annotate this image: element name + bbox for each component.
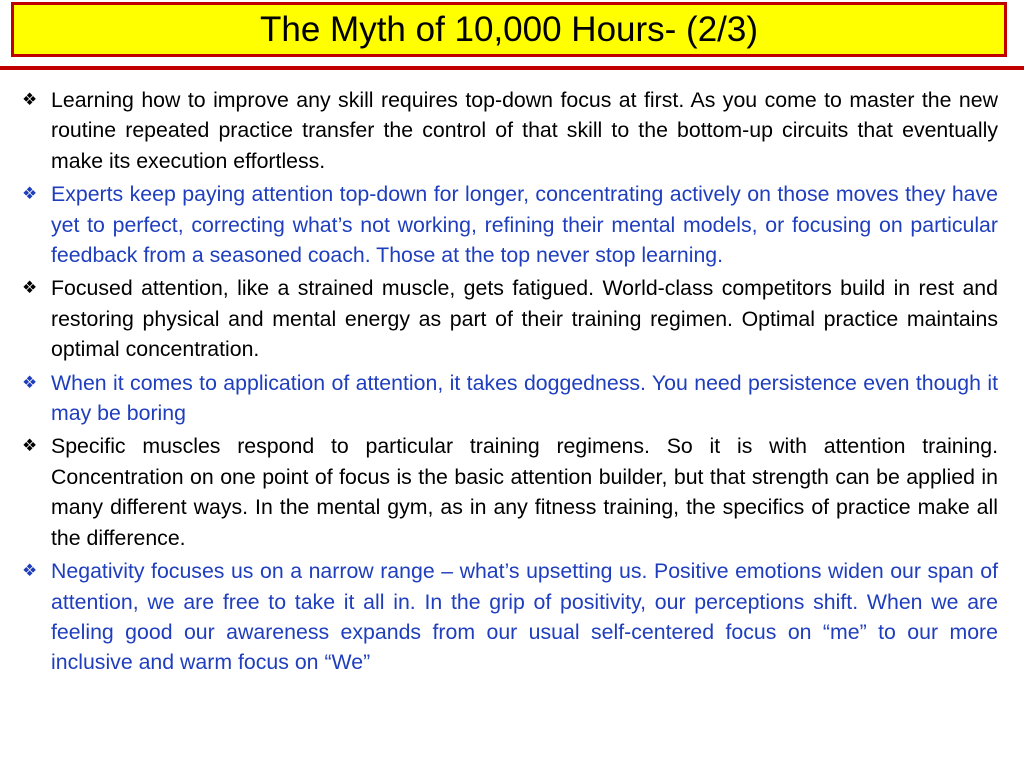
diamond-cluster-icon: ❖ — [22, 372, 38, 392]
bullet-text: Experts keep paying attention top-down for longer, concentrating actively on those moves they have yet to perfect, correcting what’s not working, refining their mental models, or focusing on particular feedback from a seasoned coach. Those at the top never stop learning. — [51, 182, 998, 268]
bullet-text: Focused attention, like a strained muscle, gets fatigued. World-class competitors build in rest and restoring physical and mental energy as part of their training regimen. Optimal practice maintains optimal concentration. — [51, 276, 998, 362]
diamond-cluster-icon: ❖ — [22, 184, 38, 204]
bullet-item-2 — [22, 179, 998, 270]
bullet-list — [22, 85, 998, 681]
title-banner — [11, 2, 1007, 57]
bullet-item-6 — [22, 556, 998, 678]
bullet-item-1 — [22, 85, 998, 176]
bullet-text: Learning how to improve any skill requires top-down focus at first. As you come to master the new routine repeated practice transfer the control of that skill to the bottom-up circuits that eventually make its execution effortless. — [51, 88, 998, 173]
slide-title: The Myth of 10,000 Hours- (2/3) — [260, 10, 758, 49]
bullet-item-3 — [22, 273, 998, 364]
bullet-text: Specific muscles respond to particular training regimens. So it is with attention training. Concentration on one point of focus is the basic attention builder, but that strength can be applied in many different ways. In the mental gym, as in any fitness training, the specifics of practice make all the difference. — [51, 434, 998, 550]
bullet-item-5 — [22, 431, 998, 553]
diamond-cluster-icon: ❖ — [22, 436, 38, 456]
title-divider — [0, 66, 1024, 70]
bullet-item-4 — [22, 368, 998, 429]
diamond-cluster-icon: ❖ — [22, 90, 38, 109]
diamond-cluster-icon: ❖ — [22, 278, 38, 298]
diamond-cluster-icon: ❖ — [22, 561, 38, 581]
bullet-text: When it comes to application of attention, it takes doggedness. You need persistence even though it may be boring — [51, 370, 998, 426]
bullet-text: Negativity focuses us on a narrow range – what’s upsetting us. Positive emotions widen our span of attention, we are free to take it all in. In the grip of positivity, our perceptions shift. When we are feeling good our awareness expands from our usual self-centered focus on “me” to our more inclusive and warm focus on “We” — [51, 559, 998, 675]
